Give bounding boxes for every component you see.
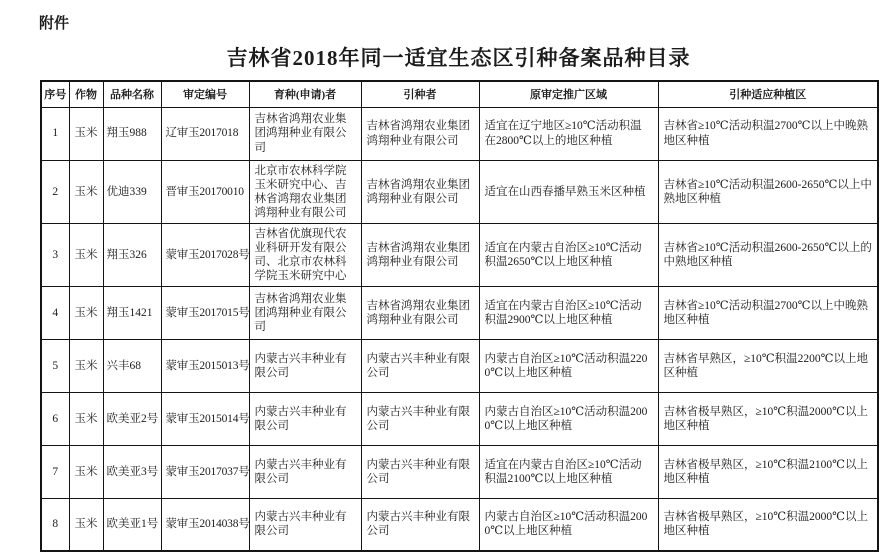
cell-introducer: 吉林省鸿翔农业集团鸿翔种业有限公司 bbox=[361, 223, 479, 286]
cell-seq: 1 bbox=[41, 107, 69, 160]
table-row bbox=[41, 498, 878, 551]
cell-breeder: 内蒙古兴丰种业有限公司 bbox=[249, 392, 361, 445]
cell-breeder: 吉林省鸿翔农业集团鸿翔种业有限公司 bbox=[249, 107, 361, 160]
cell-crop: 玉米 bbox=[69, 160, 103, 223]
cell-adapted_region: 吉林省极早熟区，≥10℃积温2000℃以上地区种植 bbox=[658, 392, 878, 445]
page-title: 吉林省2018年同一适宜生态区引种备案品种目录 bbox=[226, 46, 691, 70]
cell-approval_no: 蒙审玉2017037号 bbox=[161, 445, 249, 498]
cell-introducer: 内蒙古兴丰种业有限公司 bbox=[361, 498, 479, 551]
cell-original_region: 内蒙古自治区≥10℃活动积温2200℃以上地区种植 bbox=[479, 339, 658, 392]
cell-breeder: 内蒙古兴丰种业有限公司 bbox=[249, 339, 361, 392]
cell-variety: 优迪339 bbox=[103, 160, 161, 223]
cell-original_region: 内蒙古自治区≥10℃活动积温2000℃以上地区种植 bbox=[479, 498, 658, 551]
cell-crop: 玉米 bbox=[69, 445, 103, 498]
cell-variety: 欧美亚3号 bbox=[103, 445, 161, 498]
cell-variety: 翔玉1421 bbox=[103, 286, 161, 339]
column-header-variety: 品种名称 bbox=[103, 81, 161, 107]
cell-seq: 5 bbox=[41, 339, 69, 392]
table-row bbox=[41, 160, 878, 223]
cell-adapted_region: 吉林省极早熟区，≥10℃积温2100℃以上地区种植 bbox=[658, 445, 878, 498]
cell-seq: 3 bbox=[41, 223, 69, 286]
cell-seq: 2 bbox=[41, 160, 69, 223]
cell-crop: 玉米 bbox=[69, 223, 103, 286]
cell-original_region: 适宜在内蒙古自治区≥10℃活动积温2650℃以上地区种植 bbox=[479, 223, 658, 286]
cell-introducer: 内蒙古兴丰种业有限公司 bbox=[361, 392, 479, 445]
cell-approval_no: 晋审玉20170010 bbox=[161, 160, 249, 223]
cell-original_region: 适宜在辽宁地区≥10℃活动积温在2800℃以上的地区种植 bbox=[479, 107, 658, 160]
cell-original_region: 内蒙古自治区≥10℃活动积温2000℃以上地区种植 bbox=[479, 392, 658, 445]
cell-introducer: 吉林省鸿翔农业集团鸿翔种业有限公司 bbox=[361, 107, 479, 160]
cell-seq: 8 bbox=[41, 498, 69, 551]
column-header-adapted_region: 引种适应种植区 bbox=[658, 81, 878, 107]
column-header-original_region: 原审定推广区域 bbox=[479, 81, 658, 107]
cell-variety: 翔玉988 bbox=[103, 107, 161, 160]
cell-approval_no: 蒙审玉2017028号 bbox=[161, 223, 249, 286]
cell-adapted_region: 吉林省早熟区，≥10℃积温2200℃以上地区种植 bbox=[658, 339, 878, 392]
cell-approval_no: 蒙审玉2015014号 bbox=[161, 392, 249, 445]
cell-crop: 玉米 bbox=[69, 286, 103, 339]
cell-adapted_region: 吉林省≥10℃活动积温2600-2650℃以上中熟地区种植 bbox=[658, 160, 878, 223]
attachment-label: 附件 bbox=[39, 16, 70, 32]
cell-adapted_region: 吉林省≥10℃活动积温2600-2650℃以上的中熟地区种植 bbox=[658, 223, 878, 286]
variety-catalog-table bbox=[40, 80, 879, 552]
cell-approval_no: 辽审玉2017018 bbox=[161, 107, 249, 160]
cell-seq: 4 bbox=[41, 286, 69, 339]
cell-original_region: 适宜在内蒙古自治区≥10℃活动积温2100℃以上地区种植 bbox=[479, 445, 658, 498]
cell-adapted_region: 吉林省≥10℃活动积温2700℃以上中晚熟地区种植 bbox=[658, 107, 878, 160]
cell-introducer: 吉林省鸿翔农业集团鸿翔种业有限公司 bbox=[361, 286, 479, 339]
table-row bbox=[41, 445, 878, 498]
cell-introducer: 内蒙古兴丰种业有限公司 bbox=[361, 445, 479, 498]
cell-breeder: 内蒙古兴丰种业有限公司 bbox=[249, 445, 361, 498]
cell-introducer: 吉林省鸿翔农业集团鸿翔种业有限公司 bbox=[361, 160, 479, 223]
cell-crop: 玉米 bbox=[69, 392, 103, 445]
cell-seq: 7 bbox=[41, 445, 69, 498]
column-header-seq: 序号 bbox=[41, 81, 69, 107]
cell-approval_no: 蒙审玉2015013号 bbox=[161, 339, 249, 392]
cell-approval_no: 蒙审玉2017015号 bbox=[161, 286, 249, 339]
table-row bbox=[41, 392, 878, 445]
cell-original_region: 适宜在山西春播早熟玉米区种植 bbox=[479, 160, 658, 223]
cell-approval_no: 蒙审玉2014038号 bbox=[161, 498, 249, 551]
column-header-introducer: 引种者 bbox=[361, 81, 479, 107]
cell-crop: 玉米 bbox=[69, 339, 103, 392]
cell-seq: 6 bbox=[41, 392, 69, 445]
cell-introducer: 内蒙古兴丰种业有限公司 bbox=[361, 339, 479, 392]
cell-variety: 兴丰68 bbox=[103, 339, 161, 392]
cell-crop: 玉米 bbox=[69, 498, 103, 551]
table-header-row bbox=[41, 81, 878, 107]
cell-breeder: 吉林省优旗现代农业科研开发有限公司、北京市农林科学院玉米研究中心 bbox=[249, 223, 361, 286]
cell-adapted_region: 吉林省≥10℃活动积温2700℃以上中晚熟地区种植 bbox=[658, 286, 878, 339]
cell-breeder: 内蒙古兴丰种业有限公司 bbox=[249, 498, 361, 551]
table-row bbox=[41, 107, 878, 160]
cell-variety: 欧美亚1号 bbox=[103, 498, 161, 551]
table-row bbox=[41, 286, 878, 339]
column-header-breeder: 育种(申请)者 bbox=[249, 81, 361, 107]
cell-breeder: 北京市农林科学院玉米研究中心、吉林省鸿翔农业集团鸿翔种业有限公司 bbox=[249, 160, 361, 223]
column-header-crop: 作物 bbox=[69, 81, 103, 107]
cell-variety: 欧美亚2号 bbox=[103, 392, 161, 445]
column-header-approval_no: 审定编号 bbox=[161, 81, 249, 107]
cell-breeder: 吉林省鸿翔农业集团鸿翔种业有限公司 bbox=[249, 286, 361, 339]
table-row bbox=[41, 223, 878, 286]
cell-original_region: 适宜在内蒙古自治区≥10℃活动积温2900℃以上地区种植 bbox=[479, 286, 658, 339]
cell-adapted_region: 吉林省极早熟区，≥10℃积温2000℃以上地区种植 bbox=[658, 498, 878, 551]
cell-crop: 玉米 bbox=[69, 107, 103, 160]
table-row bbox=[41, 339, 878, 392]
cell-variety: 翔玉326 bbox=[103, 223, 161, 286]
